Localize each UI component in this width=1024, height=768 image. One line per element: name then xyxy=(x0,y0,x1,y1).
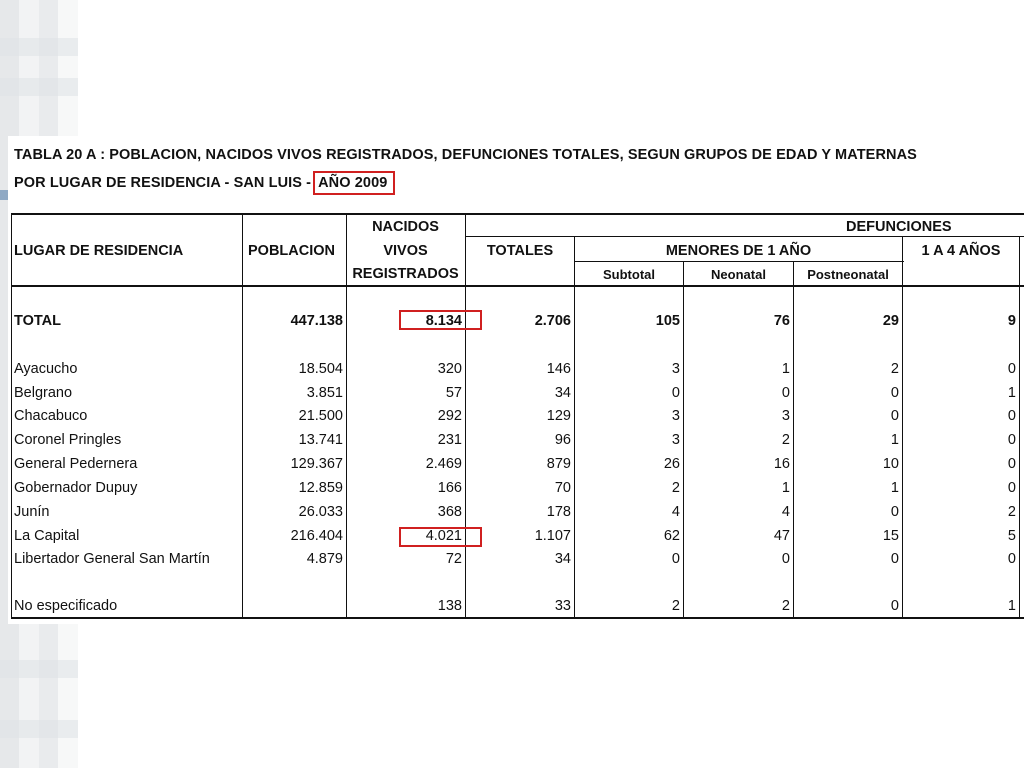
table-title-line2 xyxy=(14,171,395,195)
row-subtotal: 3 xyxy=(671,432,680,448)
header-bottom-border xyxy=(11,285,1024,287)
row-poblacion: 18.504 xyxy=(298,361,343,377)
row-lugar: No especificado xyxy=(14,598,118,614)
row-lugar: Coronel Pringles xyxy=(14,432,122,448)
slide-decoration-row xyxy=(0,660,78,678)
row-neonatal: 2 xyxy=(781,432,790,448)
row-poblacion: 26.033 xyxy=(298,504,343,520)
row-postneonatal: 1 xyxy=(890,432,899,448)
row-subtotal: 0 xyxy=(671,551,680,567)
header-nacidos-2: VIVOS xyxy=(383,243,428,259)
row-subtotal: 3 xyxy=(671,361,680,377)
row-poblacion: 3.851 xyxy=(306,385,343,401)
row-totales: 178 xyxy=(546,504,571,520)
header-totales: TOTALES xyxy=(486,243,554,259)
row-neonatal: 4 xyxy=(781,504,790,520)
row-neonatal: 1 xyxy=(781,480,790,496)
slide-decoration-row xyxy=(0,38,78,56)
total-totales: 2.706 xyxy=(534,313,571,329)
row-1-a-4: 1 xyxy=(1007,385,1016,401)
row-lugar: Belgrano xyxy=(14,385,73,401)
row-postneonatal: 1 xyxy=(890,480,899,496)
row-1-a-4: 2 xyxy=(1007,504,1016,520)
slide-decoration-row xyxy=(0,78,78,96)
row-totales: 146 xyxy=(546,361,571,377)
row-lugar: Chacabuco xyxy=(14,408,88,424)
row-neonatal: 3 xyxy=(781,408,790,424)
row-subtotal: 62 xyxy=(663,528,680,544)
row-totales: 34 xyxy=(554,551,571,567)
row-poblacion: 12.859 xyxy=(298,480,343,496)
row-poblacion: 21.500 xyxy=(298,408,343,424)
row-neonatal: 0 xyxy=(781,551,790,567)
row-totales: 34 xyxy=(554,385,571,401)
total-subtotal: 105 xyxy=(655,313,680,329)
row-subtotal: 0 xyxy=(671,385,680,401)
row-postneonatal: 2 xyxy=(890,361,899,377)
row-poblacion: 129.367 xyxy=(290,456,343,472)
row-lugar: Libertador General San Martín xyxy=(14,551,210,567)
header-lugar: LUGAR DE RESIDENCIA xyxy=(14,243,184,259)
statistics-table-sheet xyxy=(8,136,1024,624)
row-neonatal: 16 xyxy=(773,456,790,472)
row-nacidos: 231 xyxy=(437,432,462,448)
row-totales: 129 xyxy=(546,408,571,424)
table-bottom-border xyxy=(11,617,1024,619)
row-subtotal: 2 xyxy=(671,598,680,614)
highlight-box-total-nacidos xyxy=(399,310,482,330)
row-neonatal: 1 xyxy=(781,361,790,377)
row-postneonatal: 0 xyxy=(890,408,899,424)
row-postneonatal: 0 xyxy=(890,385,899,401)
row-poblacion: 216.404 xyxy=(290,528,343,544)
header-neonatal: Neonatal xyxy=(711,267,766,282)
total-poblacion: 447.138 xyxy=(290,313,343,329)
col-line-8 xyxy=(1019,236,1020,618)
row-nacidos: 138 xyxy=(437,598,462,614)
row-postneonatal: 10 xyxy=(882,456,899,472)
total-neonatal: 76 xyxy=(773,313,790,329)
header-1-a-4: 1 A 4 AÑOS xyxy=(921,243,1001,259)
row-subtotal: 3 xyxy=(671,408,680,424)
row-1-a-4: 0 xyxy=(1007,456,1016,472)
row-nacidos: 368 xyxy=(437,504,462,520)
row-lugar: La Capital xyxy=(14,528,80,544)
row-nacidos: 166 xyxy=(437,480,462,496)
row-postneonatal: 15 xyxy=(882,528,899,544)
row-1-a-4: 5 xyxy=(1007,528,1016,544)
row-nacidos: 320 xyxy=(437,361,462,377)
row-1-a-4: 0 xyxy=(1007,361,1016,377)
header-menores: MENORES DE 1 AÑO xyxy=(665,243,812,259)
row-subtotal: 26 xyxy=(663,456,680,472)
row-1-a-4: 0 xyxy=(1007,408,1016,424)
row-lugar: Gobernador Dupuy xyxy=(14,480,138,496)
header-defunciones: DEFUNCIONES xyxy=(846,219,952,235)
row-nacidos: 4.021 xyxy=(425,528,462,544)
table-title-line1: TABLA 20 A : POBLACION, NACIDOS VIVOS REGISTRADOS, DEFUNCIONES TOTALES, SEGUN GRUPOS DE EDAD Y MATERNAS xyxy=(14,147,917,163)
header-postneonatal: Postneonatal xyxy=(807,267,889,282)
row-lugar: General Pedernera xyxy=(14,456,138,472)
slide-decoration-top xyxy=(0,0,1024,118)
menores-divider xyxy=(574,261,904,262)
row-totales: 70 xyxy=(554,480,571,496)
row-nacidos: 72 xyxy=(445,551,462,567)
row-totales: 96 xyxy=(554,432,571,448)
row-lugar: Junín xyxy=(14,504,50,520)
row-poblacion: 4.879 xyxy=(306,551,343,567)
row-neonatal: 2 xyxy=(781,598,790,614)
row-nacidos: 2.469 xyxy=(425,456,462,472)
total-postneonatal: 29 xyxy=(882,313,899,329)
row-postneonatal: 0 xyxy=(890,598,899,614)
row-totales: 1.107 xyxy=(534,528,571,544)
row-subtotal: 2 xyxy=(671,480,680,496)
total-lugar: TOTAL xyxy=(14,313,61,329)
table-top-border xyxy=(11,213,1024,215)
row-subtotal: 4 xyxy=(671,504,680,520)
row-1-a-4: 0 xyxy=(1007,551,1016,567)
row-1-a-4: 0 xyxy=(1007,480,1016,496)
row-neonatal: 0 xyxy=(781,385,790,401)
row-postneonatal: 0 xyxy=(890,504,899,520)
total-1-a-4: 9 xyxy=(1007,313,1016,329)
header-subtotal: Subtotal xyxy=(603,267,655,282)
row-nacidos: 292 xyxy=(437,408,462,424)
table-title-year: AÑO 2009 xyxy=(318,175,388,191)
row-postneonatal: 0 xyxy=(890,551,899,567)
defunciones-divider xyxy=(466,236,1024,237)
col-line-0 xyxy=(11,213,12,618)
row-totales: 33 xyxy=(554,598,571,614)
slide-decoration-row xyxy=(0,720,78,738)
row-1-a-4: 1 xyxy=(1007,598,1016,614)
total-nacidos: 8.134 xyxy=(425,313,462,329)
row-lugar: Ayacucho xyxy=(14,361,78,377)
row-poblacion: 13.741 xyxy=(298,432,343,448)
row-1-a-4: 0 xyxy=(1007,432,1016,448)
row-totales: 879 xyxy=(546,456,571,472)
header-poblacion: POBLACION xyxy=(248,243,335,259)
header-nacidos-3: REGISTRADOS xyxy=(352,266,459,282)
year-highlight-box xyxy=(313,171,395,195)
row-neonatal: 47 xyxy=(773,528,790,544)
row-nacidos: 57 xyxy=(445,385,462,401)
header-nacidos-1: NACIDOS xyxy=(372,219,439,235)
table-title-location: POR LUGAR DE RESIDENCIA - SAN LUIS - xyxy=(14,175,312,191)
